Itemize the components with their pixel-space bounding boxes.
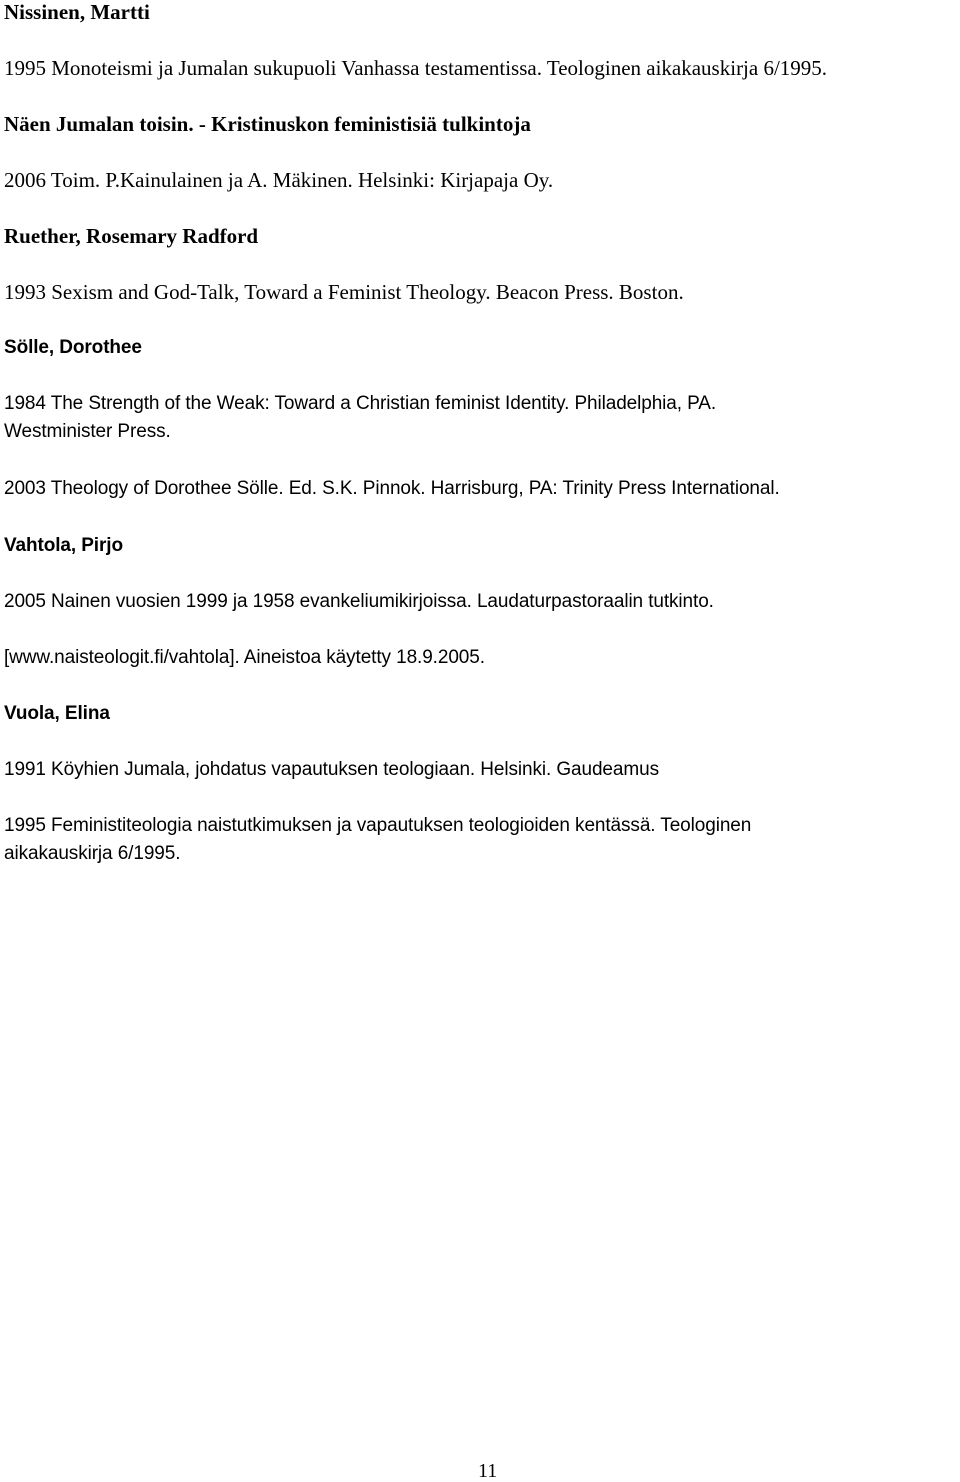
- author-heading-ruether: Ruether, Rosemary Radford: [4, 224, 259, 248]
- author-heading-vuola: Vuola, Elina: [4, 703, 110, 724]
- reference-line: 2005 Nainen vuosien 1999 ja 1958 evankeliumikirjoissa. Laudaturpastoraalin tutkinto.: [4, 591, 714, 612]
- author-heading-solle: Sölle, Dorothee: [4, 337, 142, 358]
- reference-line: 2006 Toim. P.Kainulainen ja A. Mäkinen. Helsinki: Kirjapaja Oy.: [4, 168, 554, 192]
- reference-line: 1984 The Strength of the Weak: Toward a Christian feminist Identity. Philadelphia, PA.: [4, 393, 717, 414]
- reference-line: 1991 Köyhien Jumala, johdatus vapautuksen teologiaan. Helsinki. Gaudeamus: [4, 759, 659, 780]
- reference-line: 2003 Theology of Dorothee Sölle. Ed. S.K. Pinnok. Harrisburg, PA: Trinity Press International.: [4, 478, 780, 499]
- page-number: 11: [478, 1460, 498, 1482]
- reference-line: 1995 Feministiteologia naistutkimuksen ja vapautuksen teologioiden kentässä. Teologinen: [4, 815, 752, 836]
- reference-line: 1993 Sexism and God-Talk, Toward a Feminist Theology. Beacon Press. Boston.: [4, 280, 684, 304]
- title-heading-naen-jumalan-toisin: Näen Jumalan toisin. - Kristinuskon feministisiä tulkintoja: [4, 112, 531, 136]
- reference-line: 1995 Monoteismi ja Jumalan sukupuoli Vanhassa testamentissa. Teologinen aikakauskirja 6/1995.: [4, 56, 828, 80]
- reference-line-continuation: aikakauskirja 6/1995.: [4, 843, 181, 864]
- reference-line-continuation: Westminister Press.: [4, 421, 171, 442]
- reference-line-continuation: [www.naisteologit.fi/vahtola]. Aineistoa käytetty 18.9.2005.: [4, 647, 485, 668]
- author-heading-nissinen: Nissinen, Martti: [4, 0, 150, 24]
- author-heading-vahtola: Vahtola, Pirjo: [4, 535, 123, 556]
